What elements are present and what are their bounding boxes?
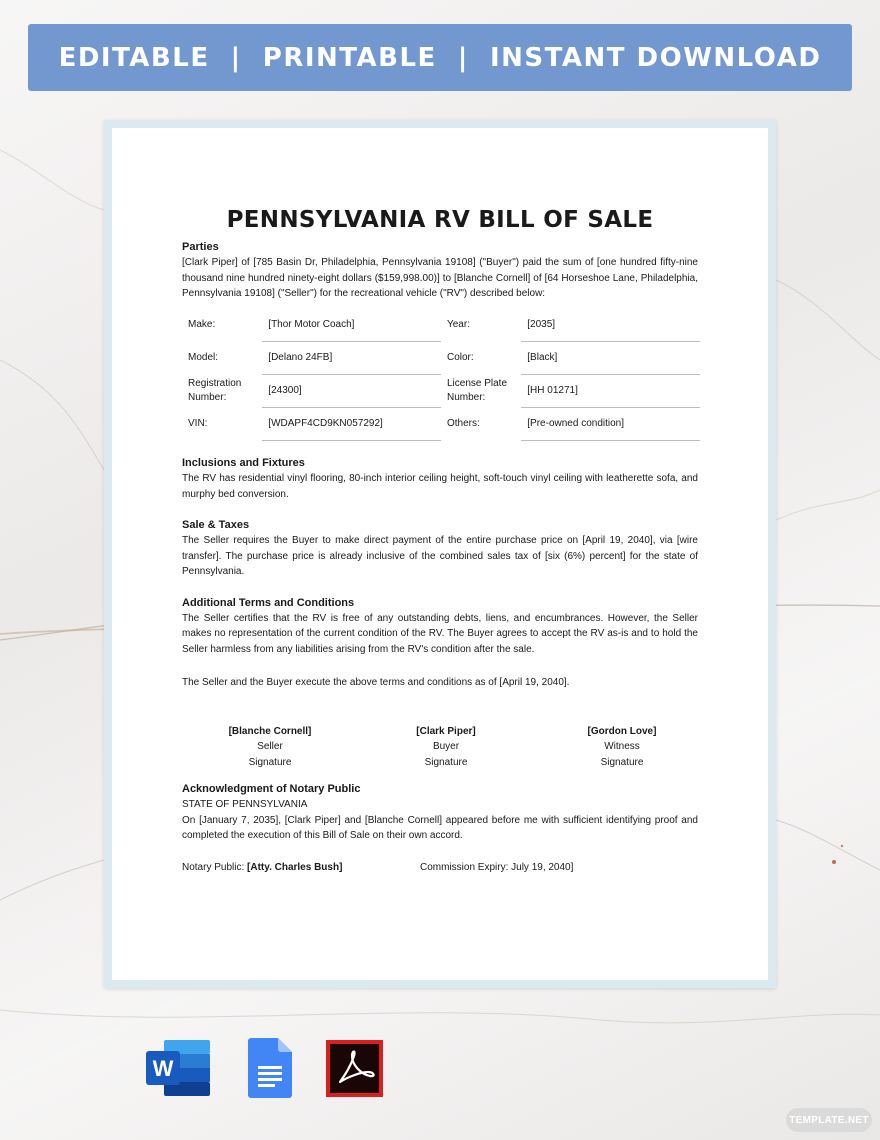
- table-row: [182, 309, 700, 342]
- table-row: [182, 342, 700, 375]
- detail-label: Color:: [446, 352, 474, 364]
- adobe-pdf-icon: [326, 1040, 383, 1097]
- execution-statement: The Seller and the Buyer execute the above terms and conditions as of [April 19, 2040].: [182, 677, 570, 688]
- signer-role: Seller: [257, 741, 283, 752]
- signature-seller: [210, 724, 330, 771]
- signer-name: [Clark Piper]: [416, 725, 476, 737]
- signature-witness: [562, 724, 682, 771]
- inclusions-heading: Inclusions and Fixtures: [182, 457, 305, 469]
- signature-block: [182, 724, 698, 771]
- google-docs-icon: [248, 1038, 292, 1098]
- parties-text: [Clark Piper] of [785 Basin Dr, Philadelphia, Pennsylvania 19108] ("Buyer") paid the sum of [one hundred fifty-nine thousand nine hundred ninety-eight dollars ($159,998.00)] to [Blanche Cornell] of [64 Horseshoe Lane, Philadelphia, Pennsylvania 19108] ("Seller") for the recreational vehicle ("RV") described below:: [182, 257, 698, 299]
- parties-heading: Parties: [182, 241, 219, 253]
- signature-buyer: [386, 724, 506, 771]
- signature-label: Signature: [600, 756, 644, 768]
- detail-value: [Delano 24FB]: [262, 342, 441, 375]
- notary-state: STATE OF PENNSYLVANIA: [182, 799, 308, 810]
- detail-value: [WDAPF4CD9KN057292]: [262, 408, 441, 441]
- signer-role: Witness: [604, 741, 640, 752]
- signature-label: Signature: [424, 756, 468, 768]
- signature-label: Signature: [248, 756, 292, 768]
- rv-details-table: [182, 309, 700, 442]
- notary-footer: [182, 860, 698, 876]
- notary-public-label: Notary Public:: [182, 861, 248, 873]
- notary-heading: Acknowledgment of Notary Public: [182, 783, 361, 795]
- document-page: [112, 128, 768, 980]
- notary-public: [182, 860, 420, 876]
- watermark-text: TEMPLATE.NET: [789, 1114, 869, 1126]
- detail-label: Year:: [446, 319, 470, 331]
- document-preview-frame: [104, 120, 776, 988]
- detail-value: [HH 01271]: [521, 375, 700, 408]
- detail-value: [2035]: [521, 309, 700, 342]
- notary-text: On [January 7, 2035], [Clark Piper] and [Blanche Cornell] appeared before me with sufficient identifying proof and completed the execution of this Bill of Sale on their own accord.: [182, 814, 698, 841]
- detail-value: [Thor Motor Coach]: [262, 309, 441, 342]
- detail-label: Make:: [188, 319, 216, 331]
- commission-expiry: Commission Expiry: July 19, 2040]: [420, 861, 574, 873]
- detail-label: Registration Number:: [188, 378, 242, 403]
- detail-label: Model:: [188, 352, 219, 364]
- promo-banner: [28, 24, 852, 91]
- signer-name: [Gordon Love]: [587, 725, 657, 737]
- detail-value: [24300]: [262, 375, 441, 408]
- detail-label: License Plate Number:: [446, 378, 508, 403]
- document-title: PENNSYLVANIA RV BILL OF SALE: [226, 207, 654, 233]
- detail-value: [Black]: [521, 342, 700, 375]
- signer-role: Buyer: [432, 741, 460, 752]
- additional-terms-heading: Additional Terms and Conditions: [182, 596, 355, 609]
- table-row: [182, 408, 700, 441]
- detail-label: VIN:: [188, 418, 208, 430]
- detail-label: Others:: [446, 418, 480, 430]
- banner-text: EDITABLE | PRINTABLE | INSTANT DOWNLOAD: [58, 42, 822, 73]
- template-net-watermark: [786, 1108, 872, 1132]
- sale-taxes-text: The Seller requires the Buyer to make direct payment of the entire purchase price on [April 19, 2040], via [wire transfer]. The purchase price is already inclusive of the combined sales tax of [six (6%) percent] for the state of Pennsylvania.: [182, 535, 698, 577]
- sale-taxes-heading: Sale & Taxes: [182, 519, 250, 531]
- inclusions-text: The RV has residential vinyl flooring, 80-inch interior ceiling height, soft-touch vinyl ceiling with leatherette sofa, and murphy bed conversion.: [182, 473, 698, 500]
- signer-name: [Blanche Cornell]: [228, 725, 312, 737]
- detail-value: [Pre-owned condition]: [521, 408, 700, 441]
- additional-terms-text: The Seller certifies that the RV is free of any outstanding debts, liens, and encumbrances. However, the Seller makes no representation of the current condition of the RV. The Buyer agrees to accept the RV as-is and to hold the Seller harmless from any liabilities arising from the RV's condition after the sale.: [182, 612, 698, 655]
- table-row: [182, 375, 700, 408]
- document-body: [182, 206, 698, 875]
- svg-text:W: W: [152, 1056, 174, 1081]
- microsoft-word-icon: [146, 1038, 212, 1098]
- notary-public-name: [Atty. Charles Bush]: [247, 861, 343, 873]
